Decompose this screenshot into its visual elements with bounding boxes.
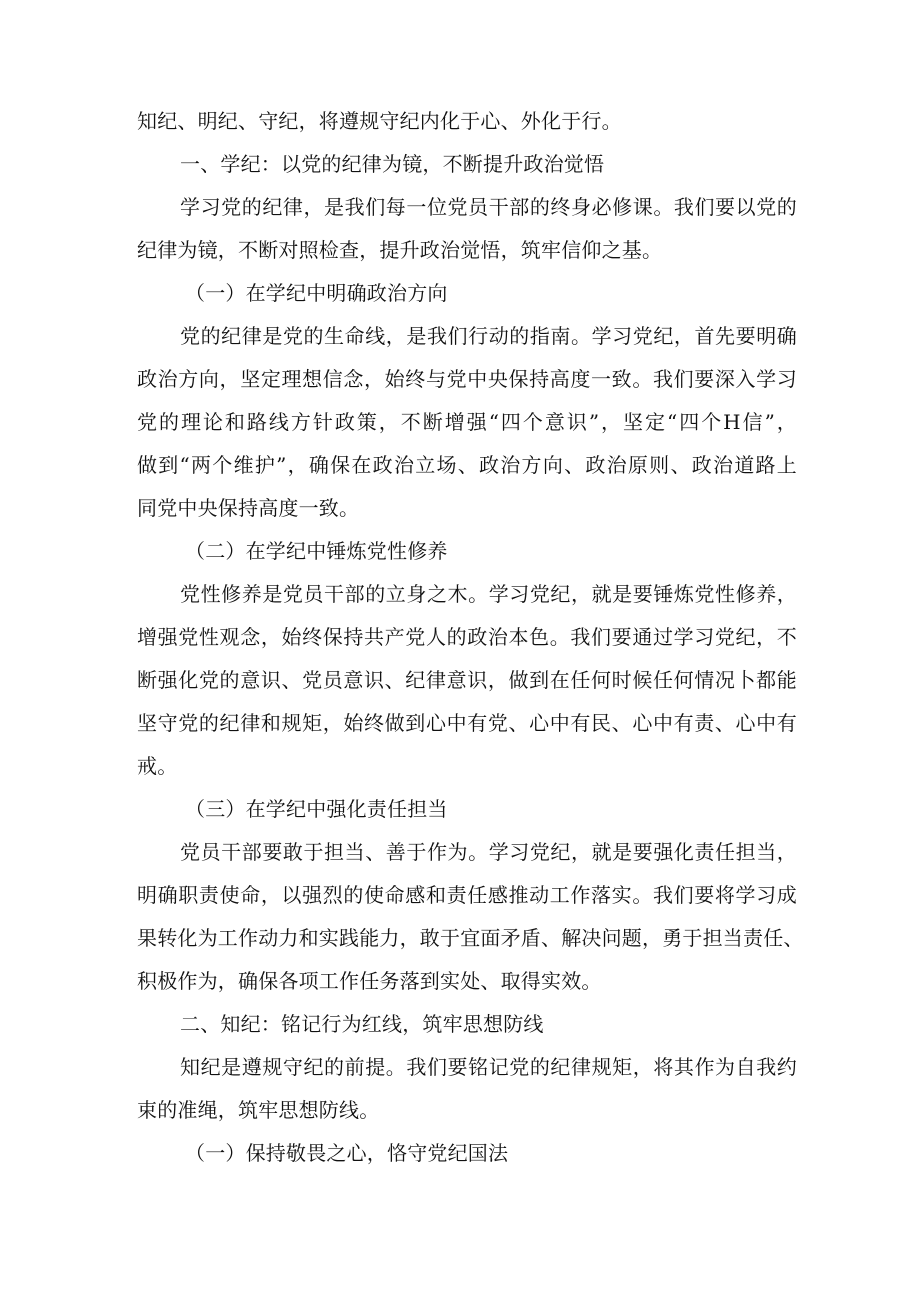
- paragraph-line: 增强党性观念，始终保持共产党人的政治本色。我们要通过学习党纪，不: [137, 625, 797, 649]
- paragraph-line: 党性修养是党员干部的立身之木。学习党纪，就是要锤炼党性修养，: [180, 582, 797, 606]
- paragraph-line: 戒。: [137, 754, 178, 778]
- paragraph-line: 知纪是遵规守纪的前提。我们要铭记党的纪律规矩，将其作为自我约: [180, 1055, 797, 1079]
- paragraph-line: 党的纪律是党的生命线，是我们行动的指南。学习党纪，首先要明确: [180, 324, 797, 348]
- subsection-heading-1-1: （一）在学纪中明确政治方向: [185, 281, 448, 305]
- paragraph-line: 束的准绳，筑牢思想防线。: [137, 1098, 380, 1122]
- paragraph-line: 纪律为镜，不断对照检查，提升政治觉悟，筑牢信仰之基。: [137, 238, 663, 262]
- paragraph-line: 做到“两个维护”，确保在政治立场、政治方向、政治原则、政治道路上: [137, 453, 797, 477]
- paragraph-line: 断强化党的意识、党员意识、纪律意识，做到在任何时候任何情况卜都能: [137, 668, 797, 692]
- paragraph-line: 党员干部要敢于担当、善于作为。学习党纪，就是要强化责任担当，: [180, 840, 797, 864]
- subsection-heading-2-1: （一）保持敬畏之心，恪守党纪国法: [185, 1141, 509, 1165]
- body-text-line: 知纪、明纪、守纪，将遵规守纪内化于心、外化于行。: [137, 109, 622, 133]
- document-page: [137, 100, 804, 1175]
- paragraph-line: 明确职责使命，以强烈的使命感和责任感推动工作落实。我们要将学习成: [137, 883, 797, 907]
- section-heading-1: 一、学纪：以党的纪律为镜，不断提升政治觉悟: [180, 152, 605, 176]
- paragraph-line: 积极作为，确保各项工作任务落到实处、取得实效。: [137, 969, 602, 993]
- subsection-heading-1-3: （三）在学纪中强化责任担当: [185, 797, 448, 821]
- paragraph-line: 学习党的纪律，是我们每一位党员干部的终身必修课。我们要以党的: [180, 195, 797, 219]
- paragraph-line: 果转化为工作动力和实践能力，敢于宜面矛盾、解决问题，勇于担当责任、: [137, 926, 804, 950]
- subsection-heading-1-2: （二）在学纪中锤炼党性修养: [185, 539, 448, 563]
- paragraph-line: 坚守党的纪律和规矩，始终做到心中有党、心中有民、心中有责、心中有: [137, 711, 797, 735]
- paragraph-line: 同党中央保持高度一致。: [137, 496, 360, 520]
- paragraph-line: 党的理论和路线方针政策，不断增强“四个意识”，坚定“四个H信”，: [137, 410, 797, 434]
- paragraph-line: 政治方向，坚定理想信念，始终与党中央保持高度一致。我们要深入学习: [137, 367, 797, 391]
- section-heading-2: 二、知纪：铭记行为红线，筑牢思想防线: [180, 1012, 544, 1036]
